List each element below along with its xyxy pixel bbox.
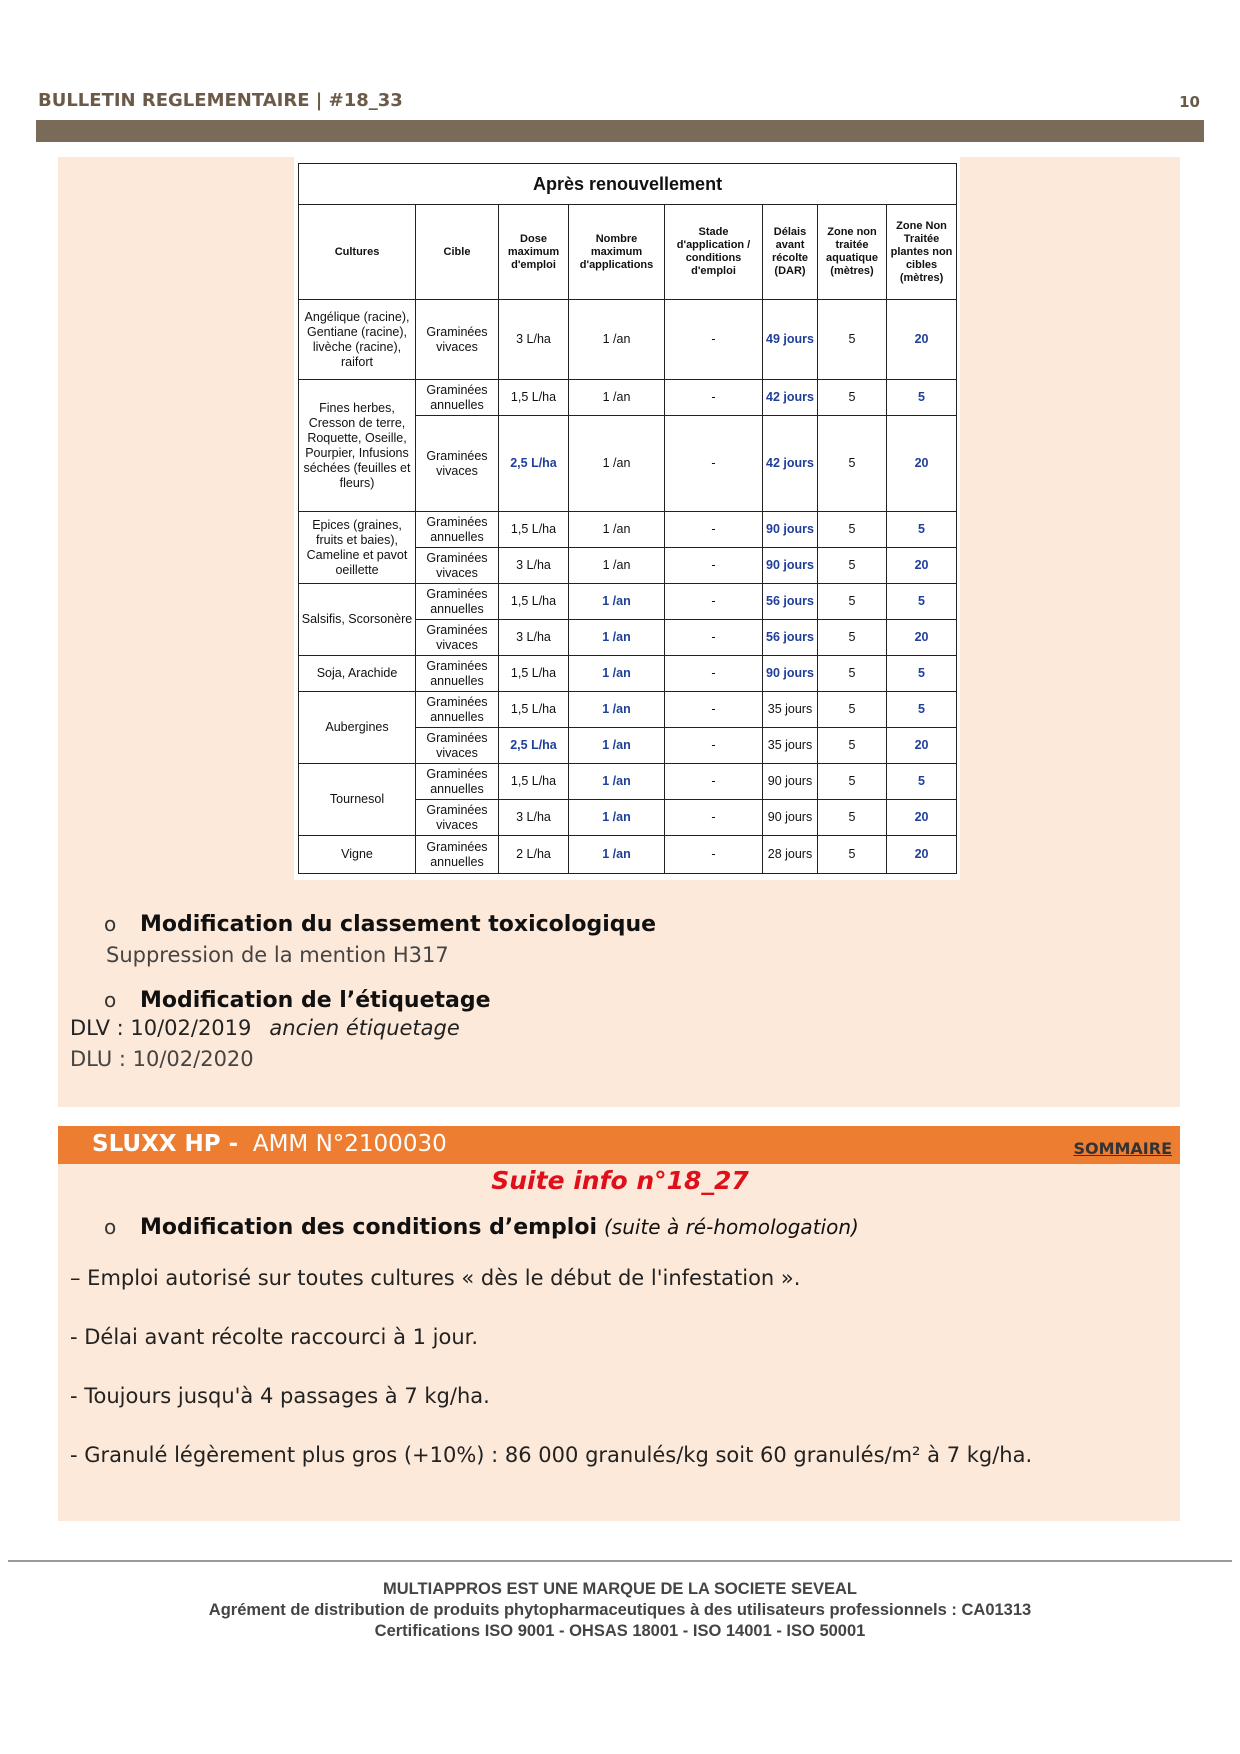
znp-cell: 5 [887,692,957,728]
nb-cell: 1 /an [569,548,665,584]
znp-cell: 5 [887,512,957,548]
znp-cell: 20 [887,548,957,584]
footer-line-2: Agrément de distribution de produits phytopharmaceutiques à des utilisateurs professionnels : CA01313 [208,1601,1032,1619]
nb-cell: 1 /an [569,692,665,728]
nb-cell: 1 /an [569,800,665,836]
stade-cell: - [665,800,763,836]
culture-cell: Aubergines [299,692,416,764]
zna-cell: 5 [818,584,887,620]
dar-cell: 56 jours [763,620,818,656]
list-item: - Toujours jusqu'à 4 passages à 7 kg/ha. [70,1384,490,1408]
dose-cell: 2 L/ha [499,836,569,874]
cible-cell: Graminées annuelles [416,584,499,620]
dose-cell: 1,5 L/ha [499,380,569,416]
list-item: – Emploi autorisé sur toutes cultures « dès le début de l'infestation ». [70,1266,801,1290]
footer-divider [8,1560,1232,1562]
dlv-line [70,1016,460,1040]
nb-cell: 1 /an [569,656,665,692]
culture-cell: Fines herbes, Cresson de terre, Roquette, Oseille, Pourpier, Infusions séchées (feuilles et fleurs) [299,380,416,512]
cible-cell: Graminées annuelles [416,656,499,692]
column-header: Zone Non Traitée plantes non cibles (mètres) [887,205,957,300]
dose-cell: 3 L/ha [499,300,569,380]
nb-cell: 1 /an [569,380,665,416]
dar-cell: 90 jours [763,800,818,836]
table-container [294,157,960,880]
cible-cell: Graminées vivaces [416,620,499,656]
zna-cell: 5 [818,620,887,656]
zna-cell: 5 [818,416,887,512]
header-divider [36,120,1204,142]
cible-cell: Graminées vivaces [416,800,499,836]
table-caption: Après renouvellement [299,164,957,205]
list-item: - Délai avant récolte raccourci à 1 jour. [70,1325,479,1349]
stade-cell: - [665,836,763,874]
column-header: Cible [416,205,499,300]
tox-title: Modification du classement toxicologique [140,912,657,937]
mod-note: (suite à ré-homologation) [604,1215,859,1239]
cible-cell: Graminées vivaces [416,728,499,764]
dar-cell: 90 jours [763,764,818,800]
dose-cell: 2,5 L/ha [499,416,569,512]
column-header: Stade d'application / conditions d'emploi [665,205,763,300]
column-header: Délais avant récolte (DAR) [763,205,818,300]
znp-cell: 5 [887,656,957,692]
column-header: Nombre maximum d'applications [569,205,665,300]
nb-cell: 1 /an [569,620,665,656]
cible-cell: Graminées vivaces [416,416,499,512]
zna-cell: 5 [818,512,887,548]
nb-cell: 1 /an [569,512,665,548]
suite-info: Suite info n°18_27 [491,1166,749,1195]
stade-cell: - [665,416,763,512]
tox-text: Suppression de la mention H317 [106,943,449,967]
cible-cell: Graminées annuelles [416,836,499,874]
stade-cell: - [665,656,763,692]
culture-cell: Vigne [299,836,416,874]
dlv-note: ancien étiquetage [269,1016,460,1040]
znp-cell: 20 [887,836,957,874]
zna-cell: 5 [818,656,887,692]
znp-cell: 20 [887,416,957,512]
label-heading [104,988,491,1013]
column-header: Cultures [299,205,416,300]
amm-number: AMM N°2100030 [252,1131,447,1157]
znp-cell: 20 [887,800,957,836]
dlu-line: DLU : 10/02/2020 [70,1047,254,1071]
dar-cell: 56 jours [763,584,818,620]
label-title: Modification de l’étiquetage [140,988,491,1013]
bulletin-title: BULLETIN REGLEMENTAIRE | #18_33 [38,90,403,111]
dar-cell: 35 jours [763,728,818,764]
dose-cell: 1,5 L/ha [499,656,569,692]
dose-cell: 3 L/ha [499,800,569,836]
zna-cell: 5 [818,728,887,764]
dose-cell: 1,5 L/ha [499,764,569,800]
list-item: - Granulé légèrement plus gros (+10%) : 86 000 granulés/kg soit 60 granulés/m² à 7 kg/ha. [70,1443,1033,1467]
culture-cell: Salsifis, Scorsonère [299,584,416,656]
dar-cell: 42 jours [763,380,818,416]
nb-cell: 1 /an [569,764,665,800]
dose-cell: 1,5 L/ha [499,512,569,548]
nb-cell: 1 /an [569,584,665,620]
table-row [299,692,957,728]
table-row [299,656,957,692]
bullet-circle-icon: o [104,1215,117,1239]
mod-title: Modification des conditions d’emploi [140,1215,597,1240]
renewal-table [298,163,957,874]
table-row [299,380,957,416]
dar-cell: 90 jours [763,512,818,548]
bullet-circle-icon: o [104,988,117,1012]
zna-cell: 5 [818,300,887,380]
mod-heading [104,1215,859,1240]
dose-cell: 1,5 L/ha [499,692,569,728]
stade-cell: - [665,380,763,416]
column-header: Dose maximum d'emploi [499,205,569,300]
dar-cell: 42 jours [763,416,818,512]
dose-cell: 1,5 L/ha [499,584,569,620]
znp-cell: 5 [887,584,957,620]
dar-cell: 90 jours [763,548,818,584]
znp-cell: 20 [887,620,957,656]
cible-cell: Graminées vivaces [416,300,499,380]
page-number: 10 [1179,93,1200,111]
dar-cell: 35 jours [763,692,818,728]
stade-cell: - [665,620,763,656]
culture-cell: Tournesol [299,764,416,836]
zna-cell: 5 [818,692,887,728]
stade-cell: - [665,692,763,728]
culture-cell: Epices (graines, fruits et baies), Cameline et pavot oeillette [299,512,416,584]
nb-cell: 1 /an [569,728,665,764]
stade-cell: - [665,764,763,800]
nb-cell: 1 /an [569,416,665,512]
table-row [299,836,957,874]
stade-cell: - [665,728,763,764]
znp-cell: 20 [887,728,957,764]
dar-cell: 90 jours [763,656,818,692]
table-row [299,584,957,620]
cible-cell: Graminées annuelles [416,512,499,548]
nb-cell: 1 /an [569,300,665,380]
bullet-circle-icon: o [104,912,117,936]
cible-cell: Graminées vivaces [416,548,499,584]
product-title [92,1131,447,1157]
dose-cell: 3 L/ha [499,548,569,584]
cible-cell: Graminées annuelles [416,692,499,728]
tox-heading [104,912,656,937]
stade-cell: - [665,584,763,620]
zna-cell: 5 [818,800,887,836]
znp-cell: 5 [887,764,957,800]
znp-cell: 20 [887,300,957,380]
zna-cell: 5 [818,764,887,800]
cible-cell: Graminées annuelles [416,764,499,800]
table-row [299,300,957,380]
nb-cell: 1 /an [569,836,665,874]
stade-cell: - [665,548,763,584]
stade-cell: - [665,512,763,548]
stade-cell: - [665,300,763,380]
product-name: SLUXX HP - [92,1131,239,1157]
sommaire-link[interactable]: SOMMAIRE [1073,1139,1172,1158]
cible-cell: Graminées annuelles [416,380,499,416]
culture-cell: Angélique (racine), Gentiane (racine), livèche (racine), raifort [299,300,416,380]
culture-cell: Soja, Arachide [299,656,416,692]
dose-cell: 2,5 L/ha [499,728,569,764]
column-header: Zone non traitée aquatique (mètres) [818,205,887,300]
dose-cell: 3 L/ha [499,620,569,656]
dar-cell: 28 jours [763,836,818,874]
znp-cell: 5 [887,380,957,416]
dar-cell: 49 jours [763,300,818,380]
footer-line-3: Certifications ISO 9001 - OHSAS 18001 - ISO 14001 - ISO 50001 [374,1622,866,1640]
table-row [299,764,957,800]
dlv-value: DLV : 10/02/2019 [70,1016,252,1040]
zna-cell: 5 [818,548,887,584]
zna-cell: 5 [818,836,887,874]
table-row [299,512,957,548]
footer-line-1: MULTIAPPROS EST UNE MARQUE DE LA SOCIETE SEVEAL [383,1580,857,1598]
zna-cell: 5 [818,380,887,416]
